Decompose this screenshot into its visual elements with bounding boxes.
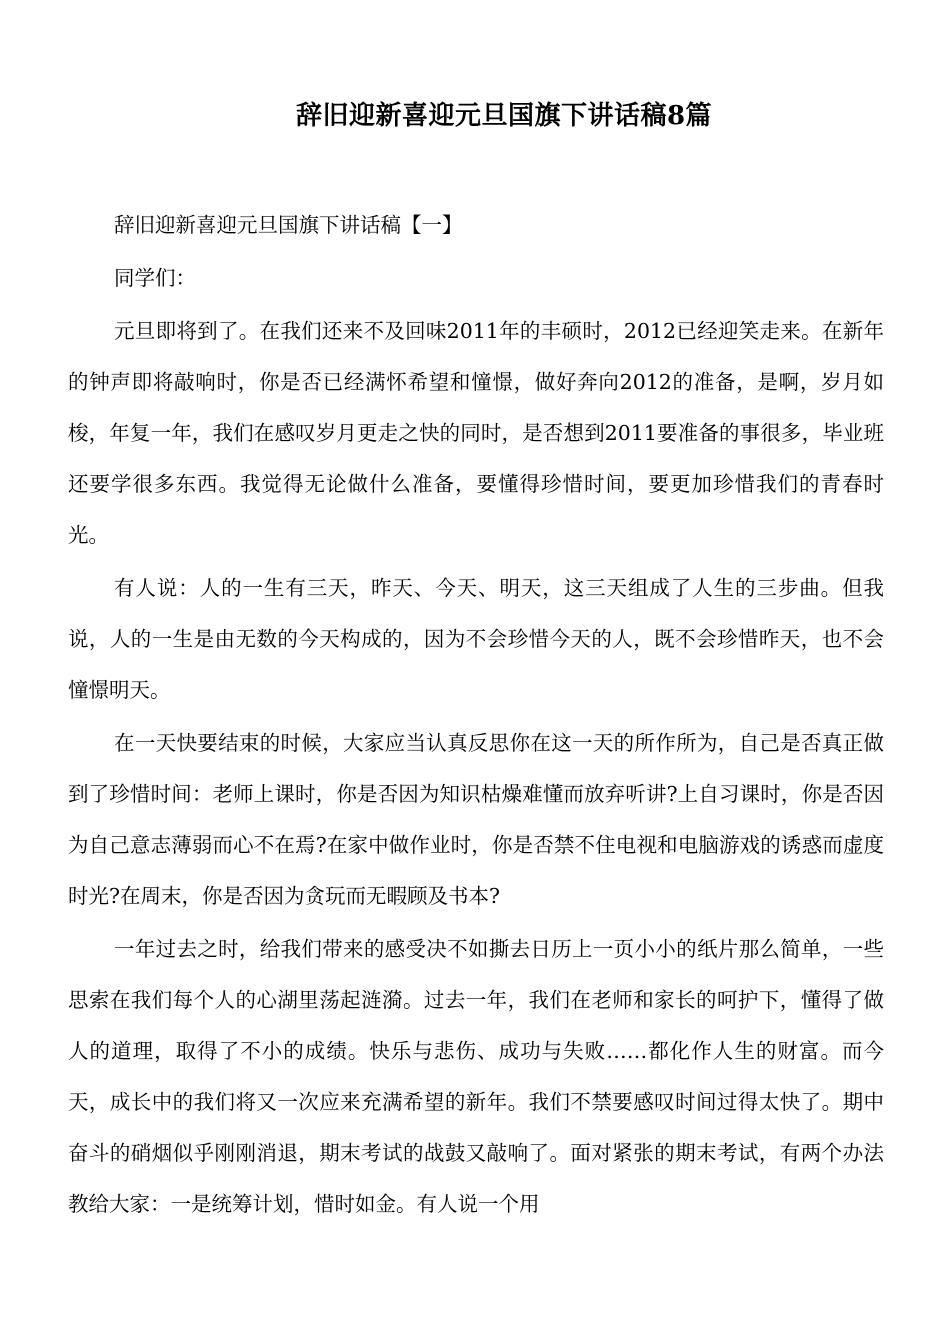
- paragraph-4: 一年过去之时，给我们带来的感受决不如撕去日历上一页小小的纸片那么简单，一些思索在我们每个人的心湖里荡起涟漪。过去一年，我们在老师和家长的呵护下，懂得了做人的道理，取得了不小的成绩。快乐与悲伤、成功与失败……都化作人生的财富。而今天，成长中的我们将又一次应来充满希望的新年。我们不禁要感叹时间过得太快了。期中奋斗的硝烟似乎刚刚消退，期末考试的战鼓又敲响了。面对紧张的期末考试，有两个办法教给大家：一是统筹计划，惜时如金。有人说一个用: [68, 937, 884, 1216]
- paragraph-1: 元旦即将到了。在我们还来不及回味2011年的丰硕时，2012已经迎笑走来。在新年的钟声即将敲响时，你是否已经满怀希望和憧憬，做好奔向2012的准备，是啊，岁月如梭，年复一年，我们在感叹岁月更走之快的同时，是否想到2011要准备的事很多，毕业班还要学很多东西。我觉得无论做什么准备，要懂得珍惜时间，要更加珍惜我们的青春时光。: [68, 319, 884, 547]
- paragraph-3: 在一天快要结束的时候，大家应当认真反思你在这一天的所作所为，自己是否真正做到了珍惜时间：老师上课时，你是否因为知识枯燥难懂而放弃听讲?上自习课时，你是否因为自己意志薄弱而心不在焉?在家中做作业时，你是否禁不住电视和电脑游戏的诱惑而虚度时光?在周末，你是否因为贪玩而无暇顾及书本?: [68, 731, 884, 908]
- salutation: 同学们：: [114, 266, 196, 290]
- paragraph-2: 有人说：人的一生有三天，昨天、今天、明天，这三天组成了人生的三步曲。但我说，人的一生是由无数的今天构成的，因为不会珍惜今天的人，既不会珍惜昨天，也不会憧憬明天。: [68, 576, 884, 702]
- document-title: 辞旧迎新喜迎元旦国旗下讲话稿8篇: [295, 101, 713, 131]
- document-body: [68, 200, 884, 1232]
- section-heading: 辞旧迎新喜迎元旦国旗下讲话稿【一】: [114, 213, 463, 237]
